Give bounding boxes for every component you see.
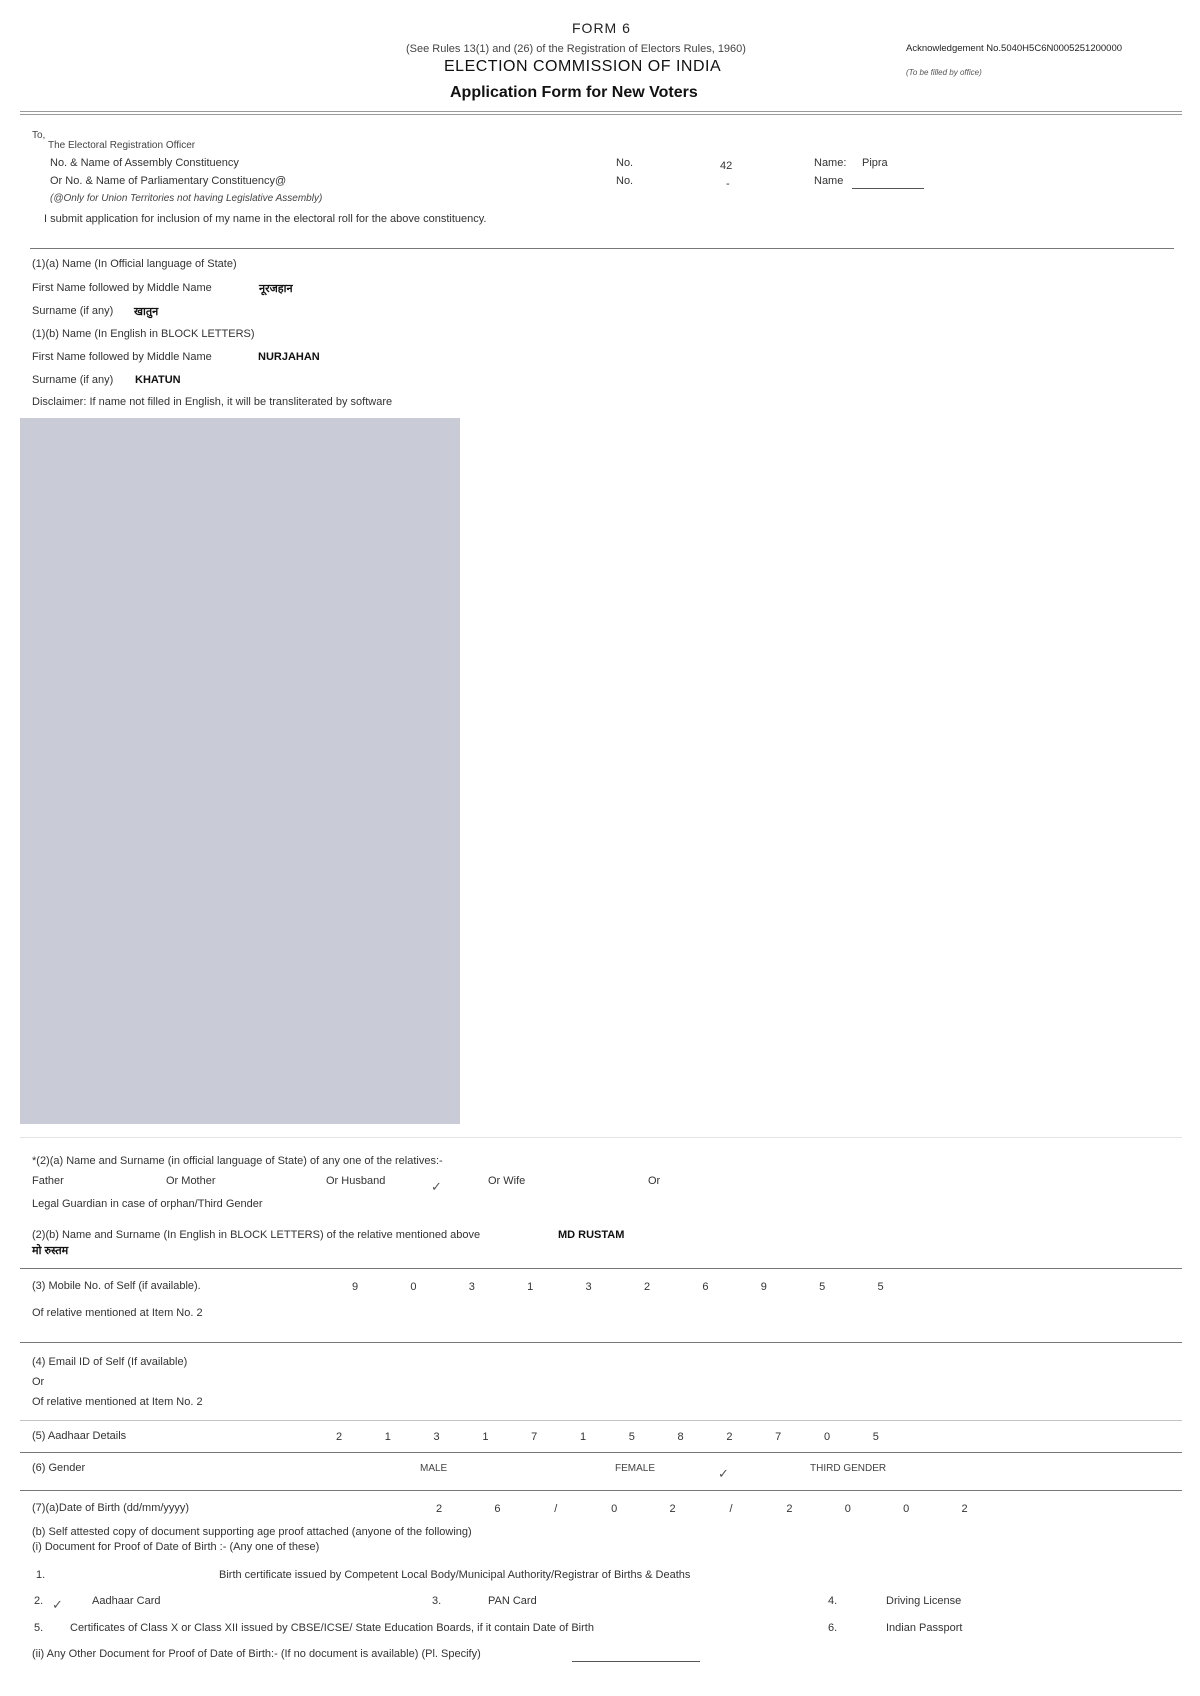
dob-digit: / bbox=[554, 1503, 558, 1515]
transliteration-disclaimer: Disclaimer: If name not filled in English, it will be transliterated by software bbox=[32, 396, 393, 408]
form-number: FORM 6 bbox=[572, 20, 631, 36]
union-territory-note: (@Only for Union Territories not having Legislative Assembly) bbox=[50, 193, 323, 204]
aadhaar-digit: 5 bbox=[628, 1431, 635, 1443]
doc2-number: 2. bbox=[34, 1595, 44, 1607]
relative-english-value: MD RUSTAM bbox=[558, 1229, 625, 1241]
assembly-label: No. & Name of Assembly Constituency bbox=[50, 157, 239, 169]
dob-digit: 0 bbox=[844, 1503, 851, 1515]
rules-reference: (See Rules 13(1) and (26) of the Registration of Electors Rules, 1960) bbox=[406, 43, 746, 55]
name-label-parliament: Name bbox=[814, 175, 844, 187]
husband-tick-icon: ✓ bbox=[431, 1179, 442, 1194]
name-official-heading: (1)(a) Name (In Official language of State) bbox=[32, 258, 237, 270]
doc3-label: PAN Card bbox=[488, 1595, 537, 1607]
doc4-number: 4. bbox=[828, 1595, 838, 1607]
aadhaar-digit: 7 bbox=[775, 1431, 782, 1443]
gender-male: MALE bbox=[420, 1463, 448, 1474]
aadhaar-digit: 7 bbox=[531, 1431, 538, 1443]
aadhaar-digit: 8 bbox=[677, 1431, 684, 1443]
dob-digit: 2 bbox=[669, 1503, 676, 1515]
aadhaar-doc-tick-icon: ✓ bbox=[52, 1597, 63, 1612]
dob-digit: 2 bbox=[435, 1503, 443, 1515]
relative-english-heading: (2)(b) Name and Surname (In English in BLOCK LETTERS) of the relative mentioned above bbox=[32, 1229, 481, 1241]
doc3-number: 3. bbox=[432, 1595, 442, 1607]
section3-divider bbox=[20, 1342, 1182, 1343]
email-or: Or bbox=[32, 1376, 45, 1388]
mobile-digit: 6 bbox=[702, 1281, 709, 1293]
first-name-english-value: NURJAHAN bbox=[258, 351, 320, 363]
surname-english-label: Surname (if any) bbox=[32, 374, 114, 386]
no-value-parliament: - bbox=[726, 178, 730, 190]
aadhaar-digit: 0 bbox=[823, 1431, 831, 1443]
relation-or: Or bbox=[648, 1175, 661, 1187]
surname-official-label: Surname (if any) bbox=[32, 305, 114, 317]
section5-divider bbox=[20, 1452, 1182, 1453]
dob-digit: 0 bbox=[903, 1503, 910, 1515]
dob-digit: 2 bbox=[786, 1503, 793, 1515]
relation-wife: Or Wife bbox=[488, 1175, 526, 1187]
mobile-self-label: (3) Mobile No. of Self (if available). bbox=[32, 1280, 201, 1292]
aadhaar-digit: 1 bbox=[384, 1431, 391, 1443]
form-title: Application Form for New Voters bbox=[450, 84, 698, 101]
doc1-label: Birth certificate issued by Competent Local Body/Municipal Authority/Registrar of Births & Deaths bbox=[219, 1569, 691, 1581]
mobile-digit: 5 bbox=[819, 1281, 826, 1293]
email-self-label: (4) Email ID of Self (If available) bbox=[32, 1356, 188, 1368]
dob-digit: 6 bbox=[494, 1503, 501, 1515]
dob-digit: 0 bbox=[611, 1503, 618, 1515]
first-name-official-value: नूरजहान bbox=[259, 283, 293, 295]
gender-label: (6) Gender bbox=[32, 1462, 86, 1474]
first-name-official-label: First Name followed by Middle Name bbox=[32, 282, 212, 294]
no-value-assembly: 42 bbox=[720, 160, 733, 172]
submit-statement: I submit application for inclusion of my name in the electoral roll for the above constituency. bbox=[44, 213, 487, 225]
dob-label: (7)(a)Date of Birth (dd/mm/yyyy) bbox=[32, 1502, 190, 1514]
surname-english-value: KHATUN bbox=[135, 374, 181, 386]
gender-female: FEMALE bbox=[615, 1463, 656, 1474]
relative-official-value: मो रुस्तम bbox=[32, 1245, 69, 1257]
doc5-number: 5. bbox=[34, 1622, 44, 1634]
doc5-label: Certificates of Class X or Class XII issued by CBSE/ICSE/ State Education Boards, if it contain Date of Birth bbox=[70, 1622, 594, 1634]
aadhaar-digit: 2 bbox=[335, 1431, 343, 1443]
age-proof-heading: (b) Self attested copy of document supporting age proof attached (anyone of the following) bbox=[32, 1526, 472, 1538]
parliament-label: Or No. & Name of Parliamentary Constituency@ bbox=[50, 175, 287, 187]
acknowledgement-note: (To be filled by office) bbox=[906, 68, 982, 77]
commission-title: ELECTION COMMISSION OF INDIA bbox=[444, 58, 722, 75]
photo-divider bbox=[20, 1137, 1182, 1138]
aadhaar-digit: 1 bbox=[482, 1431, 489, 1443]
aadhaar-digit: 2 bbox=[726, 1431, 733, 1443]
no-label-assembly: No. bbox=[616, 157, 634, 169]
surname-official-value: खातुन bbox=[134, 306, 159, 318]
mobile-digit: 9 bbox=[760, 1281, 767, 1293]
doc1-number: 1. bbox=[36, 1569, 46, 1581]
relation-husband: Or Husband bbox=[326, 1175, 386, 1187]
aadhaar-digit: 1 bbox=[579, 1431, 587, 1443]
section4-divider bbox=[20, 1420, 1182, 1421]
name-blank-line bbox=[852, 188, 924, 189]
aadhaar-digit: 3 bbox=[433, 1431, 440, 1443]
mobile-digit: 3 bbox=[468, 1281, 475, 1293]
name-english-heading: (1)(b) Name (In English in BLOCK LETTERS) bbox=[32, 328, 255, 340]
relation-guardian: Legal Guardian in case of orphan/Third Gender bbox=[32, 1198, 263, 1210]
other-document-label: (ii) Any Other Document for Proof of Date of Birth:- (If no document is available) (Pl. Specify) bbox=[32, 1648, 481, 1660]
mobile-digit: 5 bbox=[877, 1281, 884, 1293]
header-divider bbox=[20, 111, 1182, 112]
other-document-blank[interactable] bbox=[572, 1661, 700, 1662]
first-name-english-label: First Name followed by Middle Name bbox=[32, 351, 212, 363]
mobile-digit: 1 bbox=[527, 1281, 534, 1293]
header-divider-2 bbox=[20, 114, 1182, 115]
dob-digit: / bbox=[729, 1503, 733, 1515]
officer-label: The Electoral Registration Officer bbox=[48, 140, 196, 151]
aadhaar-label: (5) Aadhaar Details bbox=[32, 1430, 127, 1442]
relative-heading: *(2)(a) Name and Surname (in official language of State) of any one of the relatives:- bbox=[32, 1155, 443, 1167]
doc4-label: Driving License bbox=[886, 1595, 962, 1607]
acknowledgement-number: Acknowledgement No.5040H5C6N0005251200000 bbox=[906, 43, 1123, 54]
female-tick-icon: ✓ bbox=[718, 1466, 729, 1481]
to-label: To, bbox=[32, 130, 46, 141]
address-divider bbox=[30, 248, 1174, 249]
aadhaar-digit: 5 bbox=[872, 1431, 879, 1443]
mobile-digit: 3 bbox=[585, 1281, 592, 1293]
relation-father: Father bbox=[32, 1175, 64, 1187]
doc6-number: 6. bbox=[828, 1622, 838, 1634]
doc6-label: Indian Passport bbox=[886, 1622, 963, 1634]
no-label-parliament: No. bbox=[616, 175, 634, 187]
mobile-relative-label: Of relative mentioned at Item No. 2 bbox=[32, 1307, 203, 1319]
mobile-digit: 0 bbox=[410, 1281, 417, 1293]
relation-mother: Or Mother bbox=[166, 1175, 216, 1187]
applicant-photo bbox=[20, 418, 460, 1124]
dob-digit: 2 bbox=[961, 1503, 968, 1515]
gender-third: THIRD GENDER bbox=[810, 1463, 887, 1474]
email-relative-label: Of relative mentioned at Item No. 2 bbox=[32, 1396, 203, 1408]
dob-proof-heading: (i) Document for Proof of Date of Birth :- (Any one of these) bbox=[32, 1541, 320, 1553]
doc2-label: Aadhaar Card bbox=[92, 1595, 161, 1607]
section6-divider bbox=[20, 1490, 1182, 1491]
name-label-assembly: Name: bbox=[814, 157, 847, 169]
section2-divider bbox=[20, 1268, 1182, 1269]
mobile-digit: 9 bbox=[351, 1281, 359, 1293]
name-value-assembly: Pipra bbox=[862, 157, 888, 169]
mobile-digit: 2 bbox=[643, 1281, 651, 1293]
